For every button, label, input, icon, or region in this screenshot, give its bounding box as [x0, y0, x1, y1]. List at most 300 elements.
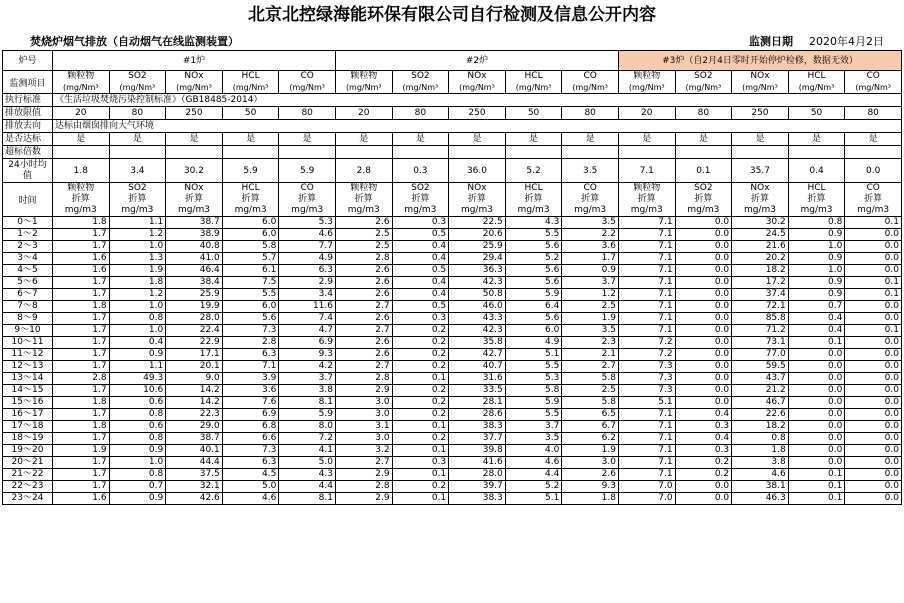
emissions-table [2, 50, 902, 505]
furnace-1-header: #1炉 [53, 51, 336, 71]
value-cell: 7.1 [618, 325, 675, 337]
value-cell: 0.0 [845, 361, 902, 373]
table-row [3, 325, 902, 337]
limit-cell: 250 [166, 107, 223, 120]
limit-cell: 50 [222, 107, 279, 120]
value-cell: 0.4 [392, 253, 449, 265]
hourly-pollutant: HCL [807, 183, 826, 193]
value-cell: 40.8 [166, 241, 223, 253]
time-cell: 23～24 [3, 493, 53, 505]
average-cell: 2.8 [335, 159, 392, 183]
hourly-header-cell [845, 183, 902, 217]
value-cell: 0.6 [109, 421, 166, 433]
hourly-pollutant: SO2 [411, 183, 430, 193]
value-cell: 0.0 [845, 349, 902, 361]
value-cell: 2.5 [335, 241, 392, 253]
value-cell: 0.1 [788, 469, 845, 481]
hourly-header-cell [505, 183, 562, 217]
value-cell: 7.1 [618, 229, 675, 241]
value-cell: 6.3 [279, 265, 336, 277]
hourly-unit: mg/m3 [404, 205, 437, 215]
value-cell: 6.9 [222, 409, 279, 421]
value-cell: 46.0 [449, 301, 506, 313]
value-cell: 1.7 [53, 277, 110, 289]
value-cell: 6.0 [222, 301, 279, 313]
hourly-unit: mg/m3 [857, 205, 890, 215]
pollutant-unit: (mg/Nm³ [232, 83, 269, 92]
value-cell: 1.9 [53, 445, 110, 457]
value-cell: 49.3 [109, 373, 166, 385]
value-cell: 6.2 [562, 433, 619, 445]
value-cell: 1.0 [109, 457, 166, 469]
value-cell: 0.0 [675, 277, 732, 289]
pollutant-name: NOx [467, 71, 487, 81]
value-cell: 7.1 [618, 253, 675, 265]
value-cell: 36.3 [449, 265, 506, 277]
value-cell: 1.1 [109, 217, 166, 229]
value-cell: 3.1 [335, 421, 392, 433]
hourly-pollutant: CO [866, 183, 880, 193]
value-cell: 1.7 [53, 481, 110, 493]
value-cell: 7.1 [618, 217, 675, 229]
value-cell: 7.1 [618, 289, 675, 301]
pollutant-header-cell [392, 71, 449, 94]
pollutant-header-cell [675, 71, 732, 94]
value-cell: 7.1 [618, 421, 675, 433]
value-cell: 6.1 [222, 265, 279, 277]
value-cell: 0.0 [788, 409, 845, 421]
value-cell: 6.8 [222, 421, 279, 433]
value-cell: 22.3 [166, 409, 223, 421]
subtitle-bar [0, 30, 904, 50]
exceed-cell [109, 146, 166, 159]
pollutant-name: 颗粒物 [350, 71, 378, 81]
value-cell: 0.8 [788, 217, 845, 229]
hourly-unit: mg/m3 [347, 205, 380, 215]
hourly-pollutant: CO [300, 183, 314, 193]
value-cell: 0.0 [845, 265, 902, 277]
value-cell: 38.1 [732, 481, 789, 493]
value-cell: 19.9 [166, 301, 223, 313]
compliance-cell: 是 [788, 133, 845, 146]
hourly-header-cell [449, 183, 506, 217]
value-cell: 0.0 [788, 385, 845, 397]
limit-cell: 80 [279, 107, 336, 120]
exceed-cell [788, 146, 845, 159]
hourly-header-cell [392, 183, 449, 217]
value-cell: 17.2 [732, 277, 789, 289]
table-row [3, 229, 902, 241]
pollutant-name: SO2 [411, 71, 430, 81]
value-cell: 7.2 [618, 349, 675, 361]
value-cell: 5.5 [505, 229, 562, 241]
value-cell: 0.0 [675, 313, 732, 325]
time-cell: 20～21 [3, 457, 53, 469]
value-cell: 3.0 [335, 397, 392, 409]
hourly-unit: mg/m3 [800, 205, 833, 215]
value-cell: 1.0 [788, 241, 845, 253]
value-cell: 7.1 [618, 409, 675, 421]
value-cell: 1.3 [109, 253, 166, 265]
value-cell: 0.0 [788, 373, 845, 385]
value-cell: 0.2 [392, 481, 449, 493]
average-cell: 0.0 [845, 159, 902, 183]
table-row [3, 289, 902, 301]
average-cell: 36.0 [449, 159, 506, 183]
value-cell: 7.1 [618, 241, 675, 253]
time-cell: 7～8 [3, 301, 53, 313]
average-cell: 0.4 [788, 159, 845, 183]
value-cell: 1.0 [109, 241, 166, 253]
value-cell: 6.3 [222, 457, 279, 469]
value-cell: 7.3 [618, 385, 675, 397]
value-cell: 0.5 [392, 229, 449, 241]
value-cell: 0.9 [109, 445, 166, 457]
value-cell: 8.1 [279, 493, 336, 505]
exceed-label: 超标倍数 [3, 146, 53, 159]
hourly-pollutant: 颗粒物 [350, 183, 378, 193]
value-cell: 29.4 [449, 253, 506, 265]
value-cell: 1.2 [562, 289, 619, 301]
pollutant-name: SO2 [694, 71, 713, 81]
table-row [3, 421, 902, 433]
value-cell: 2.6 [335, 277, 392, 289]
value-cell: 0.9 [109, 493, 166, 505]
value-cell: 0.1 [845, 277, 902, 289]
exceed-cell [166, 146, 223, 159]
value-cell: 22.5 [449, 217, 506, 229]
pollutant-header-cell [166, 71, 223, 94]
value-cell: 3.2 [335, 445, 392, 457]
limit-cell: 80 [845, 107, 902, 120]
value-cell: 4.9 [279, 253, 336, 265]
average-cell: 0.1 [675, 159, 732, 183]
hourly-pollutant: NOx [750, 183, 770, 193]
value-cell: 0.3 [392, 313, 449, 325]
pollutant-unit: (mg/Nm³ [685, 83, 722, 92]
hourly-unit: mg/m3 [291, 205, 324, 215]
pollutant-header-cell [449, 71, 506, 94]
pollutant-name: SO2 [128, 71, 147, 81]
exceed-cell [449, 146, 506, 159]
value-cell: 0.1 [392, 469, 449, 481]
value-cell: 77.0 [732, 349, 789, 361]
value-cell: 44.4 [166, 457, 223, 469]
value-cell: 7.1 [618, 277, 675, 289]
value-cell: 3.7 [562, 277, 619, 289]
value-cell: 0.2 [392, 337, 449, 349]
value-cell: 3.6 [222, 385, 279, 397]
exceed-cell [618, 146, 675, 159]
value-cell: 0.0 [675, 397, 732, 409]
hourly-unit: mg/m3 [234, 205, 267, 215]
value-cell: 1.6 [53, 253, 110, 265]
limit-row [3, 107, 902, 120]
value-cell: 3.9 [222, 373, 279, 385]
value-cell: 2.6 [335, 289, 392, 301]
value-cell: 3.7 [279, 373, 336, 385]
value-cell: 0.0 [675, 265, 732, 277]
pollutant-header-cell [732, 71, 789, 94]
average-cell: 3.4 [109, 159, 166, 183]
value-cell: 0.1 [392, 445, 449, 457]
date-label: 监测日期 [749, 35, 793, 48]
value-cell: 7.1 [618, 433, 675, 445]
hourly-pollutant: HCL [524, 183, 543, 193]
limit-cell: 80 [675, 107, 732, 120]
value-cell: 50.8 [449, 289, 506, 301]
value-cell: 7.1 [618, 313, 675, 325]
compliance-cell: 是 [392, 133, 449, 146]
value-cell: 2.6 [335, 217, 392, 229]
hourly-pollutant: 颗粒物 [633, 183, 661, 193]
compliance-cell: 是 [53, 133, 110, 146]
value-cell: 0.1 [392, 373, 449, 385]
hourly-pollutant: CO [583, 183, 597, 193]
value-cell: 5.6 [505, 241, 562, 253]
value-cell: 0.2 [392, 409, 449, 421]
time-cell: 9～10 [3, 325, 53, 337]
value-cell: 4.6 [732, 469, 789, 481]
value-cell: 0.8 [732, 433, 789, 445]
hourly-conv: 折算 [184, 194, 203, 204]
value-cell: 5.6 [505, 277, 562, 289]
time-cell: 21～22 [3, 469, 53, 481]
time-cell: 5～6 [3, 277, 53, 289]
table-row [3, 253, 902, 265]
value-cell: 0.1 [845, 325, 902, 337]
standard-text: 《生活垃圾焚烧污染控制标准》（GB18485-2014） [53, 94, 902, 107]
exceed-cell [845, 146, 902, 159]
compliance-cell: 是 [732, 133, 789, 146]
value-cell: 2.9 [335, 385, 392, 397]
value-cell: 0.3 [675, 445, 732, 457]
value-cell: 0.0 [675, 373, 732, 385]
table-row [3, 481, 902, 493]
hourly-pollutant: NOx [467, 183, 487, 193]
value-cell: 41.6 [449, 457, 506, 469]
exceed-cell [279, 146, 336, 159]
value-cell: 5.2 [505, 253, 562, 265]
time-cell: 1～2 [3, 229, 53, 241]
value-cell: 0.0 [675, 289, 732, 301]
table-row [3, 373, 902, 385]
value-cell: 4.5 [222, 469, 279, 481]
value-cell: 1.8 [562, 493, 619, 505]
value-cell: 0.9 [562, 265, 619, 277]
value-cell: 0.0 [788, 433, 845, 445]
pollutant-name: 颗粒物 [633, 71, 661, 81]
value-cell: 0.0 [675, 217, 732, 229]
pollutant-header-cell [53, 71, 110, 94]
exceed-row [3, 146, 902, 159]
value-cell: 28.6 [449, 409, 506, 421]
value-cell: 38.9 [166, 229, 223, 241]
value-cell: 71.2 [732, 325, 789, 337]
value-cell: 9.3 [562, 481, 619, 493]
hourly-conv: 折算 [694, 194, 713, 204]
hourly-pollutant: NOx [184, 183, 204, 193]
table-row [3, 313, 902, 325]
value-cell: 0.8 [109, 433, 166, 445]
value-cell: 0.0 [788, 397, 845, 409]
exceed-cell [392, 146, 449, 159]
value-cell: 2.2 [562, 229, 619, 241]
value-cell: 5.9 [505, 397, 562, 409]
value-cell: 6.5 [562, 409, 619, 421]
time-cell: 17～18 [3, 421, 53, 433]
value-cell: 17.1 [166, 349, 223, 361]
average-cell: 1.8 [53, 159, 110, 183]
value-cell: 40.7 [449, 361, 506, 373]
pollutant-name: HCL [241, 71, 260, 81]
value-cell: 7.3 [222, 445, 279, 457]
value-cell: 0.0 [675, 481, 732, 493]
table-row [3, 433, 902, 445]
value-cell: 0.3 [392, 457, 449, 469]
value-cell: 1.0 [109, 301, 166, 313]
value-cell: 7.1 [618, 469, 675, 481]
value-cell: 39.8 [449, 445, 506, 457]
pollutant-unit: (mg/Nm³ [572, 83, 608, 92]
value-cell: 43.3 [449, 313, 506, 325]
value-cell: 4.7 [279, 325, 336, 337]
value-cell: 4.0 [505, 445, 562, 457]
value-cell: 0.0 [845, 421, 902, 433]
value-cell: 37.7 [449, 433, 506, 445]
pollutant-unit: (mg/Nm³ [459, 83, 495, 92]
value-cell: 4.6 [222, 493, 279, 505]
value-cell: 1.9 [562, 313, 619, 325]
value-cell: 1.8 [53, 301, 110, 313]
value-cell: 1.7 [53, 337, 110, 349]
average-cell: 3.5 [562, 159, 619, 183]
time-cell: 6～7 [3, 289, 53, 301]
value-cell: 0.0 [675, 385, 732, 397]
value-cell: 1.7 [53, 469, 110, 481]
value-cell: 1.7 [53, 349, 110, 361]
time-cell: 15～16 [3, 397, 53, 409]
table-row [3, 409, 902, 421]
value-cell: 1.0 [788, 265, 845, 277]
value-cell: 37.5 [166, 469, 223, 481]
limit-cell: 80 [562, 107, 619, 120]
pollutant-header-cell [279, 71, 336, 94]
value-cell: 1.0 [109, 325, 166, 337]
compliance-row [3, 133, 902, 146]
value-cell: 2.1 [562, 349, 619, 361]
value-cell: 0.2 [675, 457, 732, 469]
value-cell: 0.0 [845, 385, 902, 397]
value-cell: 5.5 [505, 361, 562, 373]
value-cell: 0.6 [109, 397, 166, 409]
value-cell: 3.5 [562, 325, 619, 337]
value-cell: 1.7 [53, 289, 110, 301]
value-cell: 5.8 [562, 373, 619, 385]
standard-label: 执行标准 [3, 94, 53, 107]
value-cell: 2.8 [335, 253, 392, 265]
value-cell: 1.8 [732, 445, 789, 457]
compliance-cell: 是 [109, 133, 166, 146]
value-cell: 0.0 [788, 457, 845, 469]
value-cell: 33.5 [449, 385, 506, 397]
value-cell: 1.7 [53, 433, 110, 445]
value-cell: 46.7 [732, 397, 789, 409]
pollutant-unit: (mg/Nm³ [515, 83, 552, 92]
value-cell: 21.2 [732, 385, 789, 397]
value-cell: 0.7 [109, 481, 166, 493]
value-cell: 0.0 [845, 253, 902, 265]
average-cell: 5.9 [279, 159, 336, 183]
value-cell: 0.4 [392, 277, 449, 289]
hourly-unit: mg/m3 [460, 205, 493, 215]
value-cell: 11.6 [279, 301, 336, 313]
value-cell: 22.6 [732, 409, 789, 421]
item-label: 监测项目 [3, 71, 53, 94]
hourly-conv: 折算 [864, 194, 883, 204]
value-cell: 0.0 [845, 457, 902, 469]
hourly-pollutant: HCL [241, 183, 260, 193]
value-cell: 0.0 [675, 493, 732, 505]
pollutant-name: CO [300, 71, 314, 81]
value-cell: 2.6 [562, 469, 619, 481]
hourly-conv: 折算 [637, 194, 656, 204]
compliance-cell: 是 [279, 133, 336, 146]
value-cell: 5.7 [222, 253, 279, 265]
value-cell: 0.4 [392, 241, 449, 253]
average-cell: 35.7 [732, 159, 789, 183]
value-cell: 5.3 [505, 373, 562, 385]
compliance-cell: 是 [505, 133, 562, 146]
value-cell: 32.1 [166, 481, 223, 493]
pollutant-header-cell [109, 71, 166, 94]
value-cell: 20.1 [166, 361, 223, 373]
hourly-unit: mg/m3 [64, 205, 97, 215]
value-cell: 30.2 [732, 217, 789, 229]
hourly-unit: mg/m3 [177, 205, 210, 215]
value-cell: 2.5 [335, 229, 392, 241]
value-cell: 25.9 [449, 241, 506, 253]
average-cell: 0.3 [392, 159, 449, 183]
value-cell: 18.2 [732, 421, 789, 433]
value-cell: 0.9 [788, 289, 845, 301]
value-cell: 4.1 [279, 445, 336, 457]
value-cell: 0.0 [845, 409, 902, 421]
value-cell: 2.7 [335, 457, 392, 469]
time-cell: 12～13 [3, 361, 53, 373]
value-cell: 7.1 [618, 265, 675, 277]
value-cell: 3.7 [505, 421, 562, 433]
table-row [3, 265, 902, 277]
value-cell: 0.1 [788, 337, 845, 349]
value-cell: 28.0 [166, 313, 223, 325]
value-cell: 0.1 [845, 289, 902, 301]
value-cell: 0.0 [675, 241, 732, 253]
value-cell: 0.0 [675, 361, 732, 373]
average-label: 24小时均值 [3, 159, 53, 183]
value-cell: 0.3 [675, 421, 732, 433]
value-cell: 5.8 [562, 397, 619, 409]
value-cell: 1.8 [109, 277, 166, 289]
value-cell: 5.8 [505, 385, 562, 397]
value-cell: 42.7 [449, 349, 506, 361]
pollutant-header-cell [562, 71, 619, 94]
hourly-header-cell [279, 183, 336, 217]
value-cell: 7.2 [279, 433, 336, 445]
value-cell: 0.0 [845, 373, 902, 385]
value-cell: 38.4 [166, 277, 223, 289]
value-cell: 0.2 [392, 361, 449, 373]
